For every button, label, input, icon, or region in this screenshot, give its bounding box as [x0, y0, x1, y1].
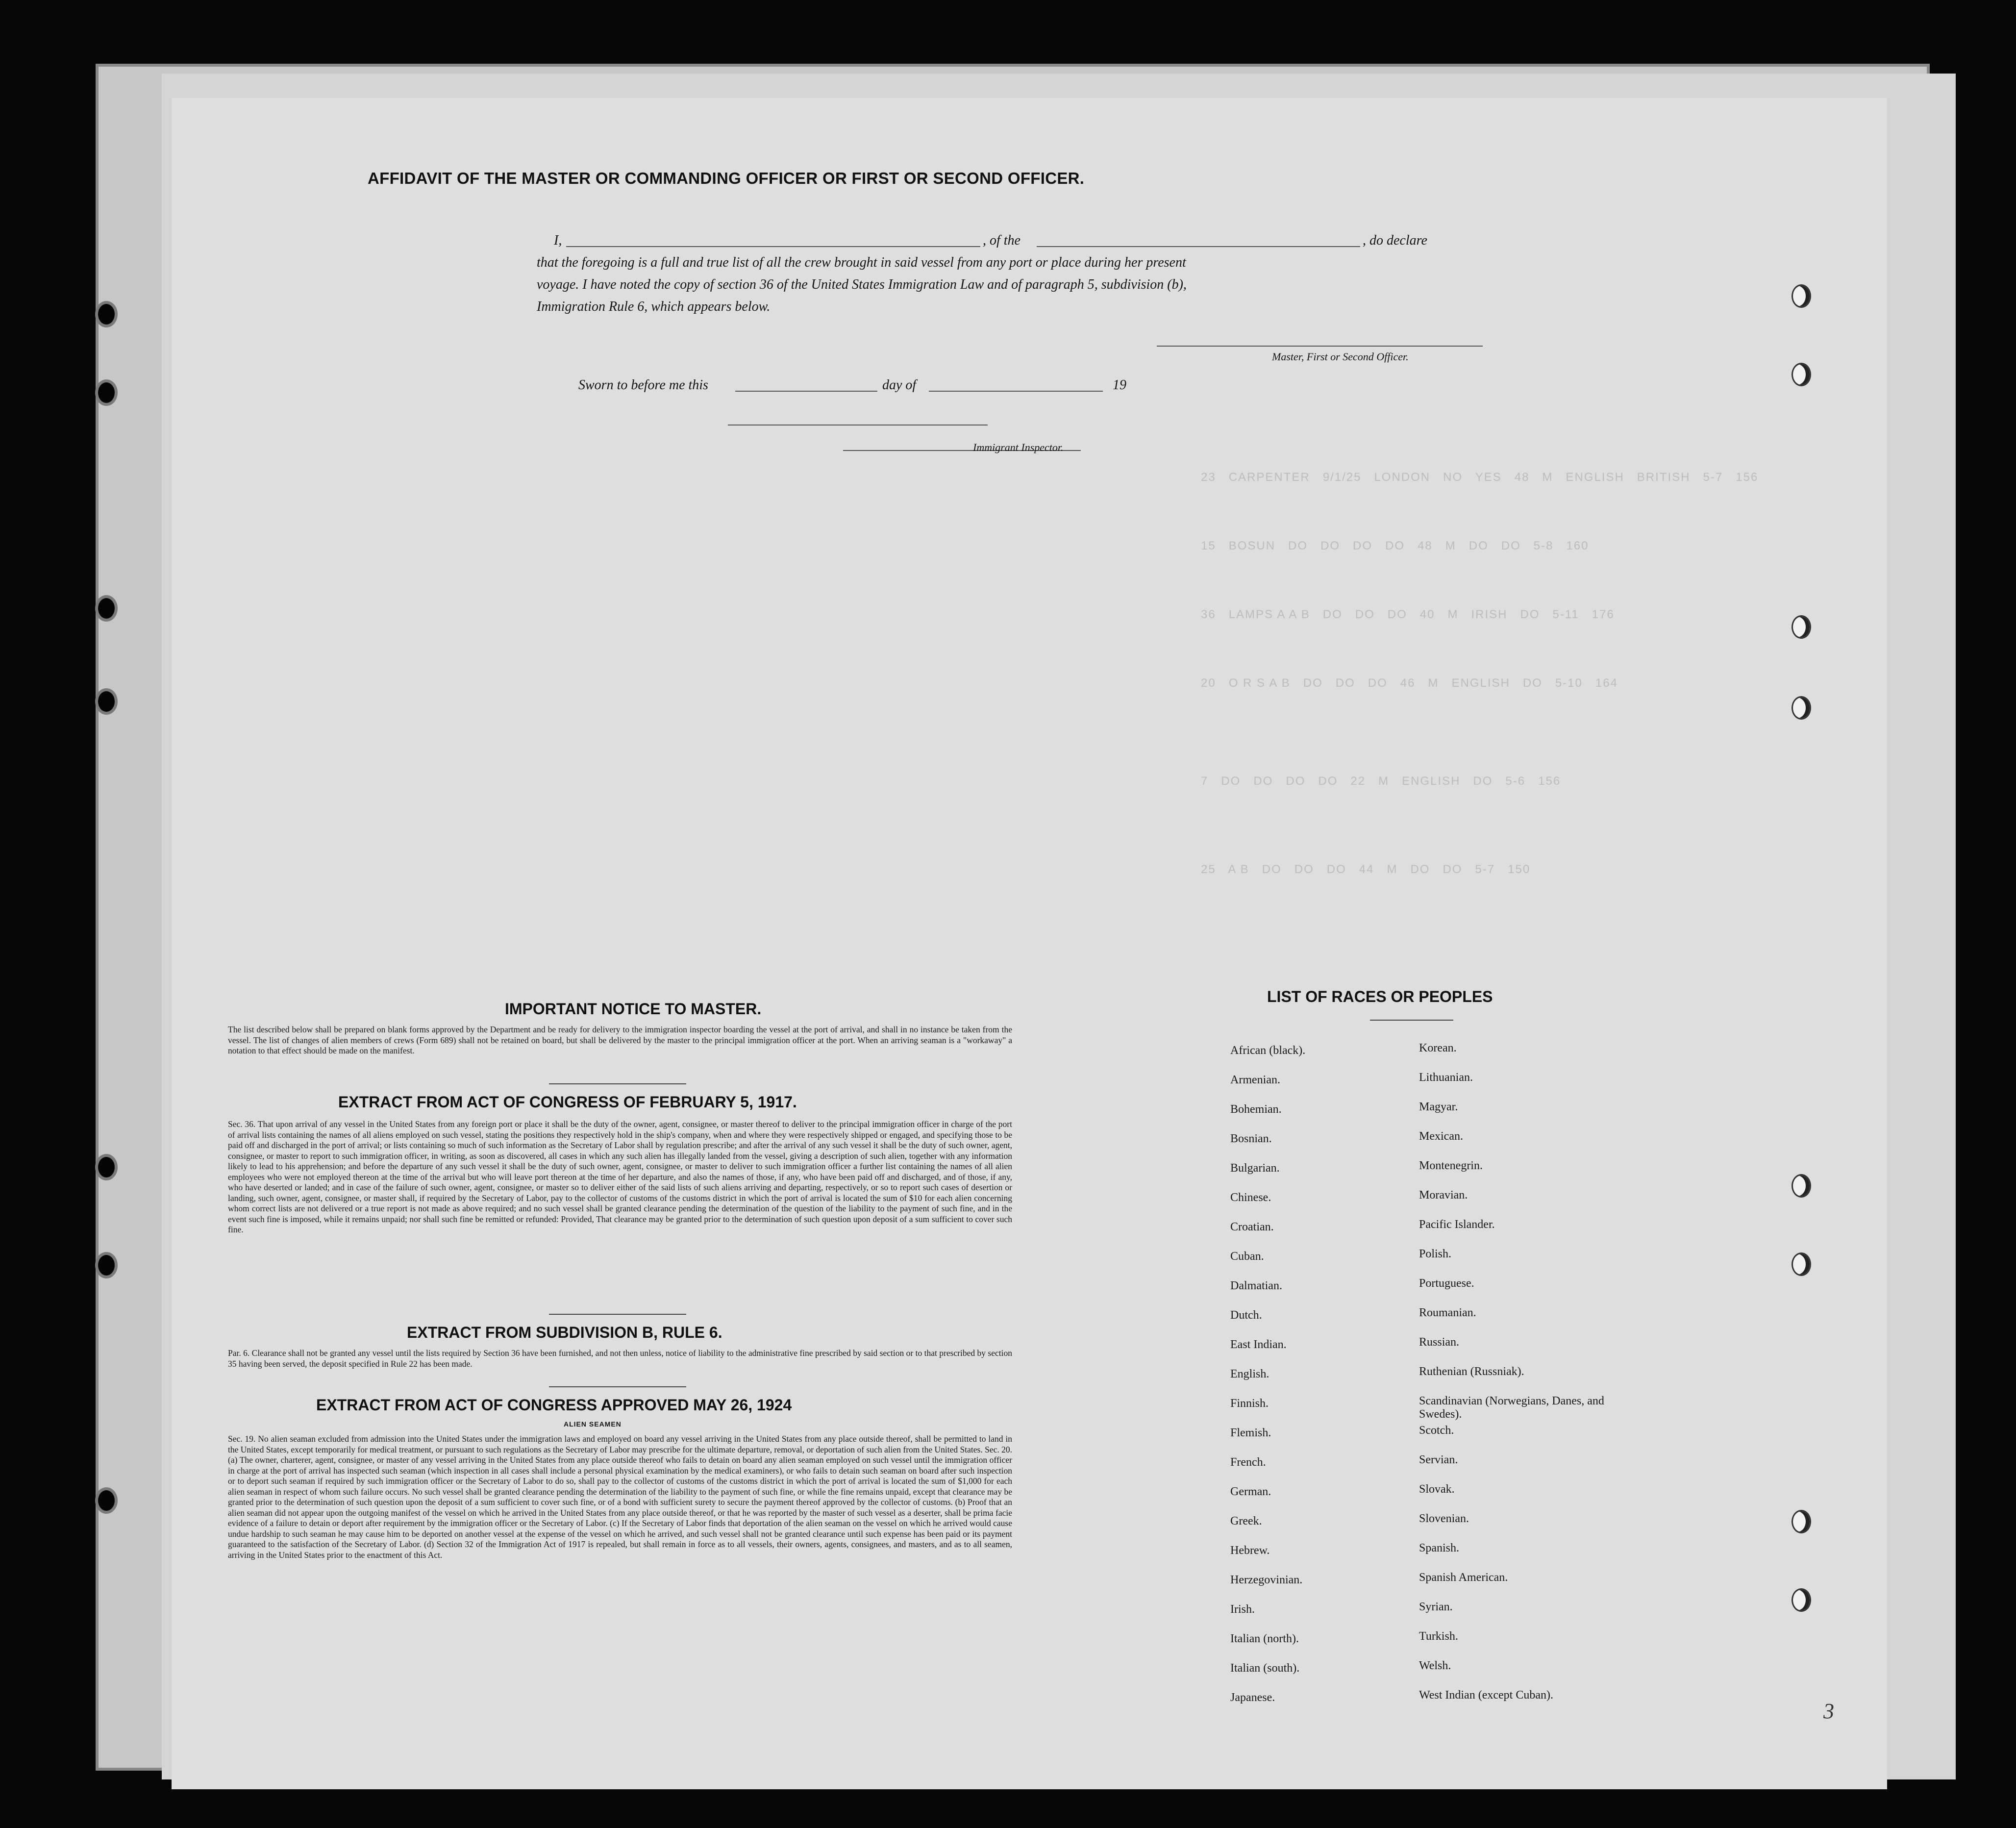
race-item: Japanese.	[1230, 1691, 1275, 1704]
bleed-through-text: 20 O R S A B DO DO DO 46 M ENGLISH DO 5-10 164	[1201, 676, 1618, 690]
race-item: Welsh.	[1419, 1659, 1451, 1672]
binder-hole	[1792, 615, 1811, 639]
binder-hole	[98, 598, 115, 619]
bleed-through-text: 36 LAMPS A A B DO DO DO 40 M IRISH DO 5-11 176	[1201, 608, 1615, 621]
race-item: Ruthenian (Russniak).	[1419, 1365, 1524, 1378]
binder-hole	[1792, 1174, 1811, 1198]
race-item: Spanish American.	[1419, 1571, 1508, 1584]
race-item: Irish.	[1230, 1603, 1255, 1616]
bleed-through-text: 7 DO DO DO DO 22 M ENGLISH DO 5-6 156	[1201, 775, 1561, 788]
race-item: Montenegrin.	[1419, 1159, 1483, 1172]
inspector-signature-line	[728, 425, 988, 426]
binder-hole	[1792, 696, 1811, 720]
master-signature-line	[1157, 346, 1483, 347]
binder-hole	[98, 382, 115, 403]
notice-title: IMPORTANT NOTICE TO MASTER.	[505, 1000, 762, 1018]
sworn-day-blank	[735, 391, 877, 392]
race-item: Cuban.	[1230, 1250, 1264, 1263]
sworn-day-label: day of	[882, 377, 917, 393]
binder-hole	[98, 1255, 115, 1276]
race-item: Magyar.	[1419, 1101, 1458, 1113]
race-item: Bohemian.	[1230, 1103, 1282, 1116]
race-item: English.	[1230, 1368, 1269, 1380]
section-divider	[549, 1314, 686, 1315]
binder-hole	[1792, 1588, 1811, 1612]
race-item: African (black).	[1230, 1044, 1306, 1057]
declaration-line-1a: I,	[554, 233, 562, 248]
declaration-line-2: that the foregoing is a full and true list of all the crew brought in said vessel from any port or place during her present	[537, 255, 1186, 270]
race-item: Lithuanian.	[1419, 1071, 1473, 1084]
race-item: Turkish.	[1419, 1630, 1458, 1643]
races-left-column	[1230, 1044, 1417, 1721]
inspector-label: Immigrant Inspector.	[973, 441, 1064, 453]
races-right-column	[1419, 1042, 1625, 1718]
race-item: Chinese.	[1230, 1191, 1271, 1204]
race-item: Syrian.	[1419, 1601, 1453, 1613]
sworn-month-blank	[929, 391, 1103, 392]
race-item: Scotch.	[1419, 1424, 1454, 1437]
race-item: Italian (north).	[1230, 1632, 1299, 1645]
race-item: Polish.	[1419, 1248, 1452, 1260]
race-item: Dutch.	[1230, 1309, 1262, 1322]
binder-hole	[1792, 284, 1811, 308]
declaration-line-1c: , do declare	[1363, 233, 1427, 248]
race-item: Herzegovinian.	[1230, 1574, 1303, 1586]
race-item: Portuguese.	[1419, 1277, 1474, 1290]
extract-rule6-body: Par. 6. Clearance shall not be granted any vessel until the lists required by Section 36 have been furnished, and not then unless, notice of liability to the administrative fine prescribed by said section or to that prescribed by section 35 having been served, the deposit specified in Rule 22 has been made.	[228, 1348, 1012, 1369]
race-item: Scandinavian (Norwegians, Danes, and Swedes).	[1419, 1395, 1604, 1421]
extract-1917-title: EXTRACT FROM ACT OF CONGRESS OF FEBRUARY 5, 1917.	[338, 1093, 797, 1111]
bleed-through-text: 23 CARPENTER 9/1/25 LONDON NO YES 48 M ENGLISH BRITISH 5-7 156	[1201, 471, 1759, 484]
binder-hole	[1792, 1252, 1811, 1276]
race-item: Dalmatian.	[1230, 1279, 1282, 1292]
race-item: Spanish.	[1419, 1542, 1460, 1554]
race-item: Bulgarian.	[1230, 1162, 1280, 1175]
race-item: Korean.	[1419, 1042, 1457, 1054]
vessel-blank	[1037, 246, 1360, 247]
binder-hole	[98, 1157, 115, 1177]
race-item: Hebrew.	[1230, 1544, 1270, 1557]
race-item: Roumanian.	[1419, 1306, 1476, 1319]
race-item: East Indian.	[1230, 1338, 1287, 1351]
race-item: Italian (south).	[1230, 1662, 1300, 1675]
race-item: Greek.	[1230, 1515, 1262, 1528]
extract-1924-subtitle: ALIEN SEAMEN	[564, 1420, 622, 1428]
section-divider	[549, 1083, 686, 1084]
binder-hole	[98, 691, 115, 712]
extract-1917-body: Sec. 36. That upon arrival of any vessel in the United States from any foreign port or place it shall be the duty of the owner, agent, consignee, or master thereof to deliver to the principal immigration officer in charge of the port of arrival lists containing the names of all aliens employed on such vessel, stating the positions they respectively hold in the ship's company, when and where they were respectively shipped or engaged, and specifying those to be paid off and discharged in the port of arrival; or lists containing so much of such information as the Secretary of Labor shall by regulation prescribe; and after the arrival of any such vessel it shall be the duty of such owner, agent, consignee, or master to report to such immigration officer, in writing, as soon as discovered, all cases in which any such alien has illegally landed from the vessel, giving a description of such alien, together with any information likely to lead to his apprehension; and before the departure of any such vessel it shall be the duty of such owner, agent, consignee, or master to deliver to such immigration officer a further list containing the names of all alien employees who were not employed thereon at the time of the arrival but who will leave port thereon at the time of her departure, and also the names of those, if any, who have been paid off and discharged, and of those, if any, who have deserted or landed; and in case of the failure of such owner, agent, consignee, or master so to deliver either of the said lists of such aliens arriving and departing, respectively, or so to report such cases of desertion or landing, such owner, agent, consignee, or master shall, if required by the Secretary of Labor, pay to the collector of customs of the customs district in which the port of arrival is located the sum of $10 for each alien concerning whom correct lists are not delivered or a true report is not made as above required; and no such vessel shall be granted clearance pending the determination of the question of the liability to the payment of such fine, and in the event such fine is imposed, while it remains unpaid; nor shall such fine be remitted or refunded: Provided, That clearance may be granted prior to the determination of such question upon deposit of a sum sufficient to cover such fine.	[228, 1119, 1012, 1234]
binder-hole	[1792, 1510, 1811, 1533]
sworn-label: Sworn to before me this	[578, 377, 708, 393]
binder-hole	[1792, 363, 1811, 386]
binder-hole	[98, 1490, 115, 1511]
affidavit-title: AFFIDAVIT OF THE MASTER OR COMMANDING OFFICER OR FIRST OR SECOND OFFICER.	[368, 169, 1085, 187]
race-item: Croatian.	[1230, 1221, 1274, 1233]
race-item: Moravian.	[1419, 1189, 1468, 1202]
race-item: French.	[1230, 1456, 1266, 1469]
race-item: Bosnian.	[1230, 1132, 1272, 1145]
bleed-through-text: 25 A B DO DO DO 44 M DO DO 5-7 150	[1201, 863, 1531, 876]
master-signature-label: Master, First or Second Officer.	[1272, 351, 1409, 363]
race-item: Finnish.	[1230, 1397, 1269, 1410]
race-item: Slovenian.	[1419, 1512, 1469, 1525]
bleed-through-text: 15 BOSUN DO DO DO DO 48 M DO DO 5-8 160	[1201, 539, 1589, 552]
name-blank	[566, 246, 980, 247]
race-item: German.	[1230, 1485, 1271, 1498]
race-item: Flemish.	[1230, 1427, 1271, 1439]
race-item: Armenian.	[1230, 1074, 1280, 1086]
notice-body: The list described below shall be prepared on blank forms approved by the Department and be ready for delivery to the immigration inspector boarding the vessel at the port of arrival, and shall in no instance be taken from the vessel. The list of changes of alien members of crews (Form 689) shall not be retained on board, but shall be delivered by the master to the principal immigration officer at the port. When an arriving seaman is a "workaway" a notation to that effect should be made on the manifest.	[228, 1025, 1012, 1055]
declaration-line-3: voyage. I have noted the copy of section 36 of the United States Immigration Law and of paragraph 5, subdivision (b),	[537, 277, 1187, 292]
page-number-mark: 3	[1823, 1699, 1834, 1723]
binder-hole	[98, 304, 115, 325]
race-item: Slovak.	[1419, 1483, 1455, 1496]
race-item: Servian.	[1419, 1453, 1458, 1466]
race-item: Pacific Islander.	[1419, 1218, 1495, 1231]
declaration-line-1b: , of the	[983, 233, 1020, 248]
sworn-year: 19	[1113, 377, 1126, 393]
races-divider	[1370, 1020, 1453, 1021]
extract-1924-body: Sec. 19. No alien seaman excluded from admission into the United States under the immigration laws and employed on board any vessel arriving in the United States from any place outside thereof, shall be permitted to land in the United States, except temporarily for medical treatment, or pursuant to such regulations as the Secretary of Labor may prescribe for the ultimate departure, removal, or deportation of such alien from the United States. Sec. 20. (a) The owner, charterer, agent, consignee, or master of any vessel arriving in the United States from any place outside thereof who fails to detain on board any alien seaman employed on such vessel until the immigration officer in charge at the port of arrival has inspected such seaman (which inspection in all cases shall include a personal physical examination by the medical examiners), or who fails to detain such seaman on board after such inspection or to deport such seaman if required by such immigration officer or the Secretary of Labor to do so, shall pay to the collector of customs of the customs district in which the port of arrival is located the sum of $1,000 for each alien seaman in respect of whom such failure occurs. No such vessel shall be granted clearance pending the determination of the liability to the payment of such fine, or while the fine remains unpaid, except that clearance may be granted prior to the determination of such question upon the deposit of a sum sufficient to cover such fine, or of a bond with sufficient surety to secure the payment thereof approved by the collector of customs. (b) Proof that an alien seaman did not appear upon the outgoing manifest of the vessel on which he arrived in the United States from any place outside thereof, or that he was reported by the master of such vessel as a deserter, shall be prima facie evidence of a failure to detain or deport after requirement by the immigration officer or the Secretary of Labor. (c) If the Secretary of Labor finds that deportation of the alien seaman on the vessel on which he arrived would cause undue hardship to such seaman he may cause him to be deported on another vessel at the expense of the vessel on which he arrived, and such vessel shall not be granted clearance until such expense has been paid or its payment guaranteed to the satisfaction of the Secretary of Labor. (d) Section 32 of the Immigration Act of 1917 is repealed, but shall remain in force as to all vessels, their owners, agents, consignees, and masters, and as to all seamen, arriving in the United States prior to the enactment of this Act.	[228, 1434, 1012, 1560]
section-divider	[549, 1386, 686, 1387]
extract-rule6-title: EXTRACT FROM SUBDIVISION B, RULE 6.	[407, 1324, 722, 1341]
affidavit-page	[172, 98, 1887, 1789]
race-item: West Indian (except Cuban).	[1419, 1689, 1553, 1702]
declaration-line-4: Immigration Rule 6, which appears below.	[537, 299, 771, 314]
races-title: LIST OF RACES OR PEOPLES	[1267, 988, 1493, 1005]
race-item: Mexican.	[1419, 1130, 1463, 1143]
extract-1924-title: EXTRACT FROM ACT OF CONGRESS APPROVED MAY 26, 1924	[316, 1396, 792, 1414]
race-item: Russian.	[1419, 1336, 1460, 1349]
